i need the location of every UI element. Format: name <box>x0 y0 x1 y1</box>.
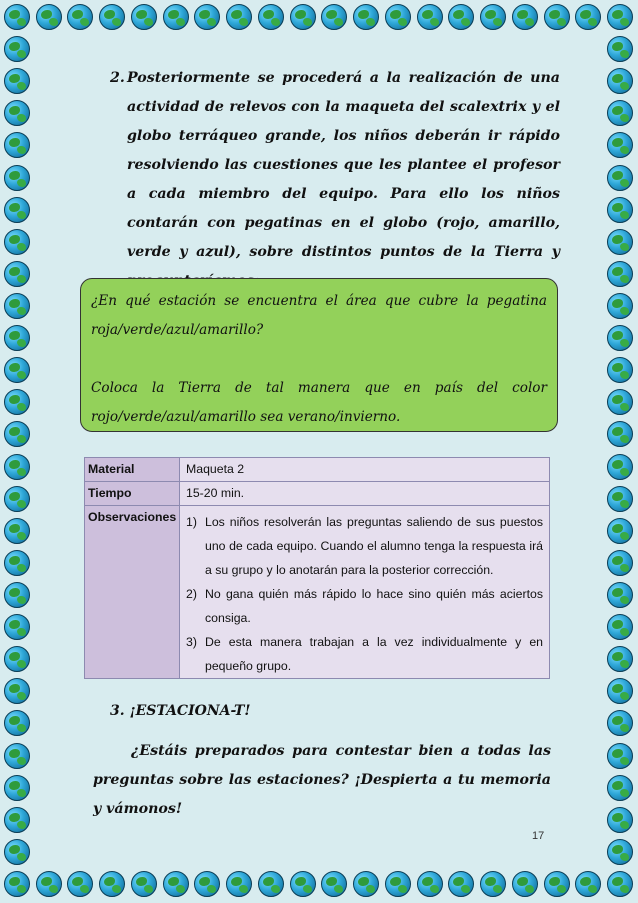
observaciones-list <box>186 510 543 678</box>
question-2: Coloca la Tierra de tal manera que en país del color rojo/verde/azul/amarillo sea verano/invierno. <box>91 380 547 425</box>
list-text: Los niños resolverán las preguntas saliendo de sus puestos uno de cada equipo. Cuando el alumno tenga la respuesta irá a su grupo y lo anotarán para la posterior corrección. <box>205 515 543 577</box>
row-value: Maqueta 2 <box>180 458 550 482</box>
list-text: No gana quién más rápido lo hace sino quién más aciertos consiga. <box>205 587 543 625</box>
row-label: Material <box>85 458 180 482</box>
row-label: Tiempo <box>85 482 180 506</box>
list-item <box>186 582 543 630</box>
table-row <box>85 482 550 506</box>
row-label: Observaciones <box>85 506 180 679</box>
item-number: 2. <box>110 70 125 86</box>
list-number: 1) <box>186 515 197 529</box>
observaciones-cell <box>180 506 550 679</box>
item-2-text: Posteriormente se procederá a la realización de una actividad de relevos con la maqueta del scalextrix y el globo terráqueo grande, los niños deberán ir rápido resolviendo las cuestiones que les plantee el profesor a cada miembro del equipo. Para ello los niños contarán con pegatinas en el globo (rojo, amarillo, verde y azul), sobre distintos puntos de la Tierra y <box>127 70 560 260</box>
list-number: 2) <box>186 587 197 601</box>
row-value: 15-20 min. <box>180 482 550 506</box>
question-1: ¿En qué estación se encuentra el área que cubre la pegatina roja/verde/azul/amarillo? <box>91 293 547 338</box>
table-row <box>85 458 550 482</box>
list-text: De esta manera trabajan a la vez individualmente y en pequeño grupo. <box>205 635 543 673</box>
item-2 <box>95 64 560 296</box>
question-box <box>80 278 558 432</box>
table-row <box>85 506 550 679</box>
list-number: 3) <box>186 635 197 649</box>
activity-table <box>84 457 550 679</box>
list-item <box>186 510 543 582</box>
section-3-text: ¿Estáis preparados para contestar bien a todas las preguntas sobre las estaciones? ¡Despierta a tu memoria y vámonos! <box>93 743 551 817</box>
list-item <box>186 630 543 678</box>
page-number: 17 <box>532 830 545 842</box>
section-3-title: 3. ¡ESTACIONA-T! <box>110 703 251 719</box>
